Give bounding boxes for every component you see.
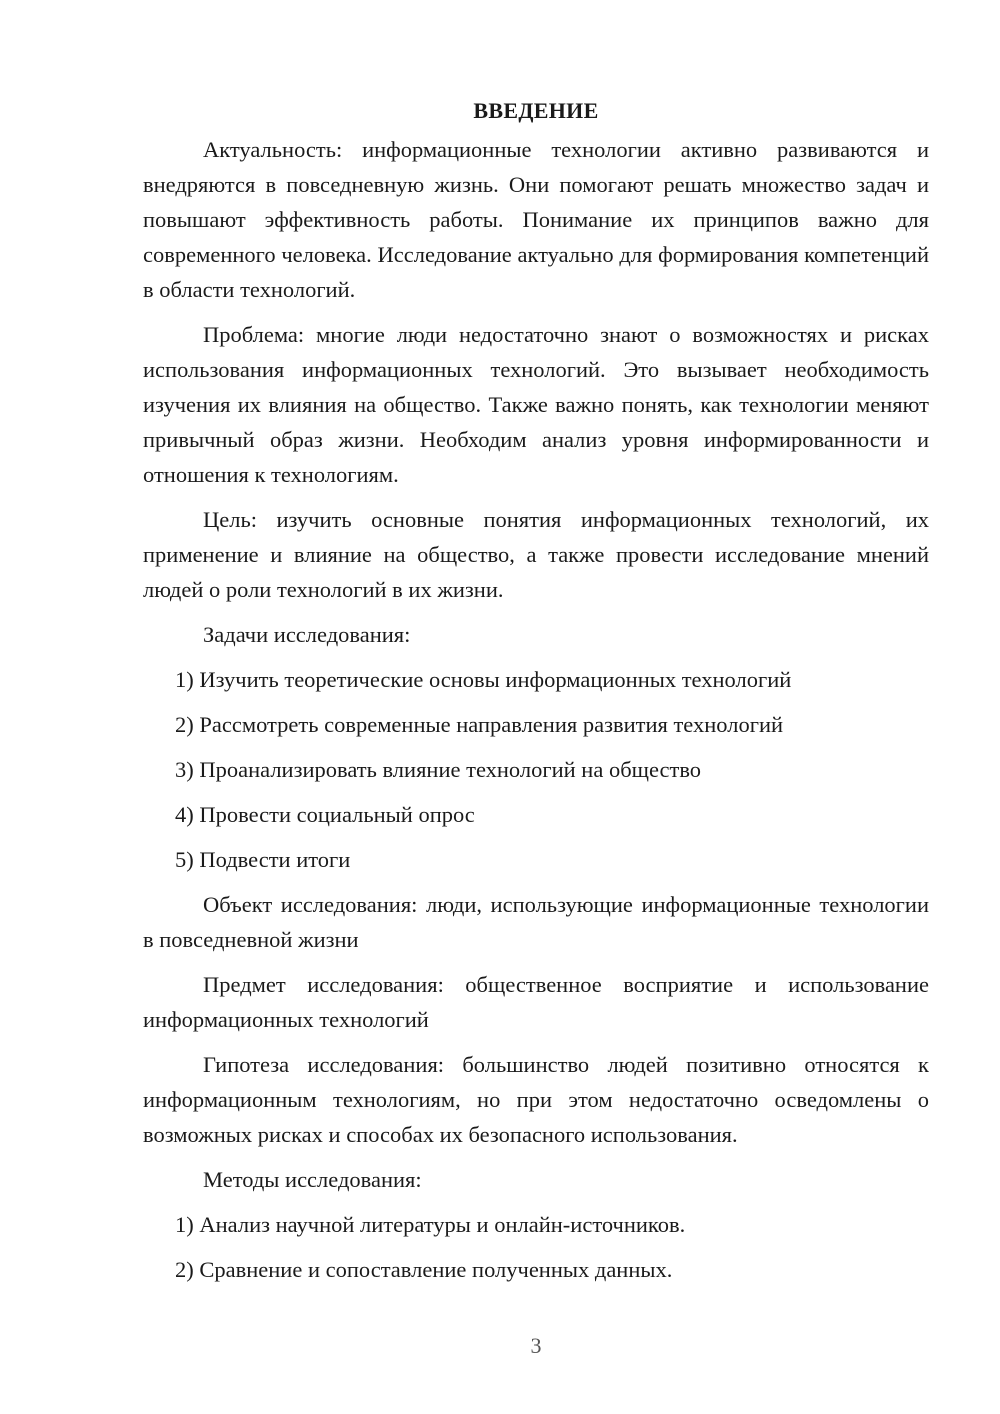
methods-heading: Методы исследования: [203, 1167, 422, 1192]
task-item: 1) Изучить теоретические основы информационных технологий [175, 667, 792, 692]
tasks-heading: Задачи исследования: [203, 622, 411, 647]
problem-paragraph: Проблема: многие люди недостаточно знают о возможностях и рисках использования информационных технологий. Это вызывает необходимость изучения их влияния на общество. Также важно понять, как технологии меняют привычный образ жизни. Необходим анализ уровня информированности и отношения к технологиям. [143, 322, 929, 487]
goal-paragraph: Цель: изучить основные понятия информационных технологий, их применение и влияние на общество, а также провести исследование мнений людей о роли технологий в их жизни. [143, 507, 929, 602]
subject-paragraph: Предмет исследования: общественное восприятие и использование информационных технологий [143, 972, 929, 1032]
page-number: 3 [530, 1333, 542, 1358]
tasks-list [143, 662, 929, 877]
methods-list [143, 1207, 929, 1287]
relevance-paragraph: Актуальность: информационные технологии активно развиваются и внедряются в повседневную жизнь. Они помогают решать множество задач и повышают эффективность работы. Понимание их принципов важно для современного человека. Исследование актуально для формирования компетенций в области технологий. [143, 137, 929, 302]
object-paragraph: Объект исследования: люди, использующие информационные технологии в повседневной жизни [143, 892, 929, 952]
hypothesis-paragraph: Гипотеза исследования: большинство людей позитивно относятся к информационным технологиям, но при этом недостаточно осведомлены о возможных рисках и способах их безопасного использования. [143, 1052, 929, 1147]
page-content [143, 96, 929, 1297]
task-item: 3) Проанализировать влияние технологий на общество [175, 757, 702, 782]
section-heading: ВВЕДЕНИЕ [473, 98, 599, 123]
task-item: 4) Провести социальный опрос [175, 802, 475, 827]
task-item: 2) Рассмотреть современные направления развития технологий [175, 712, 784, 737]
method-item: 2) Сравнение и сопоставление полученных данных. [175, 1257, 673, 1282]
task-item: 5) Подвести итоги [175, 847, 351, 872]
method-item: 1) Анализ научной литературы и онлайн-источников. [175, 1212, 686, 1237]
